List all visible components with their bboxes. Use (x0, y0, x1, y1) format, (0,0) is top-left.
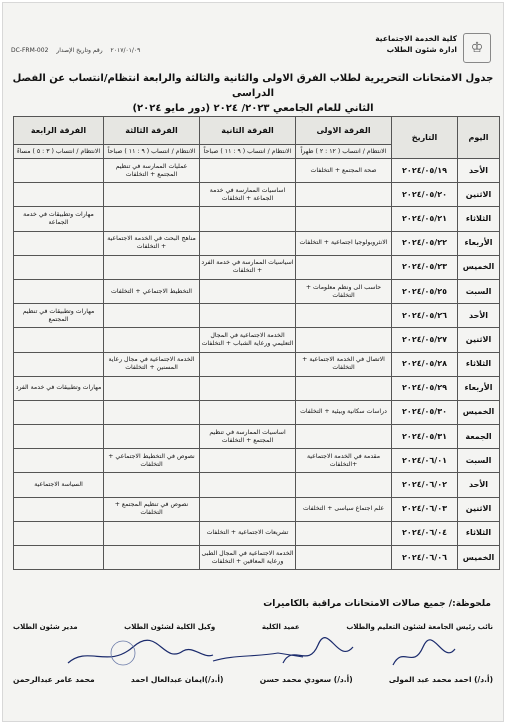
signatory-name: محمد عامر عبدالرحمن (13, 675, 95, 684)
group-4-exam-cell: السياسة الاجتماعية (14, 473, 104, 497)
group-3-exam-cell (104, 183, 200, 207)
group-2-exam-cell: الخدمة الاجتماعية في المجال التعليمي ورعاية الشباب + التخلفات (200, 328, 296, 352)
subheader-group-4: الانتظام / انتساب ( ٣ : ٥ ) مساءً (14, 145, 104, 159)
date-cell: ٢٠٢٤/٠٦/٠٣ (392, 497, 458, 521)
group-2-exam-cell (200, 159, 296, 183)
group-1-exam-cell: علم اجتماع سياسى + التخلفات (296, 497, 392, 521)
title-line-2: الثاني للعام الجامعي ٢٠٢٣/ ٢٠٢٤ (دور مايو ٢٠٢٤) (132, 103, 374, 114)
department-name: ادارة شئون الطلاب (386, 45, 457, 54)
group-1-exam-cell: دراسات سكانية وبيئية + التخلفات (296, 400, 392, 424)
day-cell: الاثنين (458, 183, 500, 207)
day-cell: الأحد (458, 304, 500, 328)
group-3-exam-cell (104, 304, 200, 328)
group-2-exam-cell: اساسيات الممارسة في خدمة الجماعة + التخلفات (200, 183, 296, 207)
group-1-exam-cell: الانثروبولوجيا اجتماعية + التخلفات (296, 231, 392, 255)
date-cell: ٢٠٢٤/٠٥/٢٣ (392, 255, 458, 279)
group-3-exam-cell (104, 376, 200, 400)
group-3-exam-cell: نصوص في تنظيم المجتمع + التخلفات (104, 497, 200, 521)
group-3-exam-cell (104, 328, 200, 352)
group-1-exam-cell (296, 425, 392, 449)
date-cell: ٢٠٢٤/٠٥/٢٠ (392, 183, 458, 207)
table-row (14, 425, 500, 449)
header-date: التاريخ (392, 117, 458, 159)
signatory-name: (أ.د/) سعودي محمد حسن (259, 675, 353, 684)
date-cell: ٢٠٢٤/٠٥/٢٥ (392, 279, 458, 303)
exam-schedule-table (13, 116, 500, 570)
group-3-exam-cell: التخطيط الاجتماعي + التخلفات (104, 279, 200, 303)
signatory-titles (13, 623, 493, 631)
group-2-exam-cell (200, 352, 296, 376)
day-cell: الأربعاء (458, 231, 500, 255)
header-group-3: الفرقة الثالثة (104, 117, 200, 145)
signature-mark (68, 640, 213, 663)
cameras-note: ملحوظة:/ جميع صالات الامتحانات مراقبة بالكاميرات (263, 599, 491, 609)
date-cell: ٢٠٢٤/٠٥/٣٠ (392, 400, 458, 424)
date-cell: ٢٠٢٤/٠٥/٢٨ (392, 352, 458, 376)
schedule-rows (14, 159, 500, 570)
group-1-exam-cell (296, 183, 392, 207)
date-cell: ٢٠٢٤/٠٥/٢٦ (392, 304, 458, 328)
group-4-exam-cell (14, 400, 104, 424)
table-row (14, 376, 500, 400)
group-4-exam-cell (14, 183, 104, 207)
signatory-names (13, 675, 493, 684)
table-row (14, 546, 500, 570)
group-2-exam-cell (200, 449, 296, 473)
day-cell: الخميس (458, 400, 500, 424)
faculty-logo: ♔ (463, 33, 491, 63)
signature-mark (393, 640, 455, 665)
group-2-exam-cell (200, 376, 296, 400)
day-cell: الجمعة (458, 425, 500, 449)
date-cell: ٢٠٢٤/٠٦/٠٢ (392, 473, 458, 497)
date-cell: ٢٠٢٤/٠٥/٢٢ (392, 231, 458, 255)
group-2-exam-cell: تشريعات الاجتماعية + التخلفات (200, 521, 296, 545)
group-2-exam-cell (200, 207, 296, 231)
day-cell: الاثنين (458, 328, 500, 352)
group-2-exam-cell (200, 497, 296, 521)
day-cell: الأحد (458, 159, 500, 183)
group-4-exam-cell (14, 255, 104, 279)
handwritten-signatures (63, 635, 463, 675)
day-cell: الأحد (458, 473, 500, 497)
subheader-group-3: الانتظام / انتساب ( ٩ : ١١ ) صباحاً (104, 145, 200, 159)
group-4-exam-cell: مهارات وتطبيقات في خدمة الجماعة (14, 207, 104, 231)
group-2-exam-cell: الخدمة الاجتماعية في المجال الطبى ورعاية المعاقين + التخلفات (200, 546, 296, 570)
group-1-exam-cell (296, 473, 392, 497)
group-3-exam-cell: الخدمة الاجتماعية في مجال رعاية المسنين + التخلفات (104, 352, 200, 376)
signature-mark (213, 653, 303, 661)
group-4-exam-cell: مهارات وتطبيقات في تنظيم المجتمع (14, 304, 104, 328)
group-2-exam-cell (200, 473, 296, 497)
group-2-exam-cell (200, 400, 296, 424)
table-row (14, 279, 500, 303)
group-2-exam-cell (200, 231, 296, 255)
group-1-exam-cell: الاتصال في الخدمة الاجتماعية + التخلفات (296, 352, 392, 376)
group-4-exam-cell (14, 521, 104, 545)
date-cell: ٢٠٢٤/٠٦/٠٦ (392, 546, 458, 570)
group-4-exam-cell (14, 497, 104, 521)
group-4-exam-cell: مهارات وتطبيقات في خدمة الفرد (14, 376, 104, 400)
table-row (14, 255, 500, 279)
group-2-exam-cell (200, 304, 296, 328)
date-cell: ٢٠٢٤/٠٥/٢٩ (392, 376, 458, 400)
subheader-group-2: الانتظام / انتساب ( ٩ : ١١ ) صباحاً (200, 145, 296, 159)
group-2-exam-cell: اساسيات الممارسة في تنظيم المجتمع + التخلفات (200, 425, 296, 449)
institution-header (375, 33, 491, 63)
header-group-1: الفرقة الاولى (296, 117, 392, 145)
day-cell: الأربعاء (458, 376, 500, 400)
group-3-exam-cell (104, 400, 200, 424)
table-row (14, 159, 500, 183)
table-row (14, 497, 500, 521)
form-info (11, 47, 146, 54)
day-cell: السبت (458, 279, 500, 303)
group-4-exam-cell (14, 231, 104, 255)
table-row (14, 352, 500, 376)
date-cell: ٢٠٢٤/٠٦/٠٤ (392, 521, 458, 545)
group-1-exam-cell (296, 376, 392, 400)
table-row (14, 328, 500, 352)
group-1-exam-cell (296, 255, 392, 279)
group-1-exam-cell: صحة المجتمع + التخلفات (296, 159, 392, 183)
document-page (2, 2, 504, 722)
form-date: ٢٠١٧/٠١/٠٩ (110, 47, 141, 54)
group-3-exam-cell (104, 207, 200, 231)
table-row (14, 231, 500, 255)
table-row (14, 304, 500, 328)
group-3-exam-cell: عمليات الممارسة في تنظيم المجتمع + التخلفات (104, 159, 200, 183)
day-cell: السبت (458, 449, 500, 473)
group-3-exam-cell: مناهج البحث في الخدمة الاجتماعية + التخلفات (104, 231, 200, 255)
date-cell: ٢٠٢٤/٠٥/٢١ (392, 207, 458, 231)
group-3-exam-cell: نصوص في التخطيط الاجتماعي + التخلفات (104, 449, 200, 473)
date-cell: ٢٠٢٤/٠٥/٢٧ (392, 328, 458, 352)
group-4-exam-cell (14, 425, 104, 449)
header-day: اليوم (458, 117, 500, 159)
signatory-title: نائب رئيس الجامعة لشئون التعليم والطلاب (346, 623, 493, 631)
day-cell: الثلاثاء (458, 521, 500, 545)
date-cell: ٢٠٢٤/٠٦/٠١ (392, 449, 458, 473)
day-cell: الثلاثاء (458, 207, 500, 231)
group-3-exam-cell (104, 255, 200, 279)
signature-mark (283, 638, 353, 663)
group-3-exam-cell (104, 473, 200, 497)
date-cell: ٢٠٢٤/٠٥/١٩ (392, 159, 458, 183)
group-3-exam-cell (104, 425, 200, 449)
table-row (14, 400, 500, 424)
group-3-exam-cell (104, 521, 200, 545)
signatory-name: (أ.د/) احمد محمد عبد المولى (388, 675, 493, 684)
group-2-exam-cell: اسياسيات الممارسة في خدمة الفرد + التخلفات (200, 255, 296, 279)
group-1-exam-cell (296, 304, 392, 328)
subheader-group-1: الانتظام / انتساب ( ١٢ : ٢ ) ظهراً (296, 145, 392, 159)
day-cell: الثلاثاء (458, 352, 500, 376)
table-row (14, 449, 500, 473)
table-row (14, 183, 500, 207)
date-cell: ٢٠٢٤/٠٥/٣١ (392, 425, 458, 449)
group-3-exam-cell (104, 546, 200, 570)
header-group-2: الفرقة الثانية (200, 117, 296, 145)
title-line-1: جدول الامتحانات التحريرية لطلاب الفرق الاولى والثانية والثالثة والرابعة انتظام/انتساب عن الفصل الدراسى (12, 73, 494, 99)
group-1-exam-cell: مقدمة في الخدمة الاجتماعية +التخلفات (296, 449, 392, 473)
group-4-exam-cell (14, 449, 104, 473)
signatory-title: عميد الكلية (261, 623, 300, 631)
day-cell: الخميس (458, 546, 500, 570)
day-cell: الخميس (458, 255, 500, 279)
table-row (14, 207, 500, 231)
signatory-title: مدير شئون الطلاب (13, 623, 78, 631)
header-group-4: الفرقة الرابعة (14, 117, 104, 145)
signatory-name: (أ.د/)ايمان عبدالعال احمد (130, 675, 224, 684)
form-code: DC-FRM-002 (11, 47, 49, 54)
group-4-exam-cell (14, 352, 104, 376)
day-cell: الاثنين (458, 497, 500, 521)
group-1-exam-cell: حاسب الى ونظم معلومات + التخلفات (296, 279, 392, 303)
group-1-exam-cell (296, 207, 392, 231)
group-4-exam-cell (14, 159, 104, 183)
signatory-title: وكيل الكلية لشئون الطلاب (124, 623, 216, 631)
table-row (14, 521, 500, 545)
group-2-exam-cell (200, 279, 296, 303)
group-4-exam-cell (14, 546, 104, 570)
page-title (11, 71, 495, 116)
form-meta: رقم وتاريخ الإصدار (56, 47, 103, 54)
institution-name: كلية الخدمة الاجتماعية (375, 34, 457, 43)
group-1-exam-cell (296, 521, 392, 545)
group-1-exam-cell (296, 328, 392, 352)
group-4-exam-cell (14, 328, 104, 352)
group-4-exam-cell (14, 279, 104, 303)
table-row (14, 473, 500, 497)
group-1-exam-cell (296, 546, 392, 570)
